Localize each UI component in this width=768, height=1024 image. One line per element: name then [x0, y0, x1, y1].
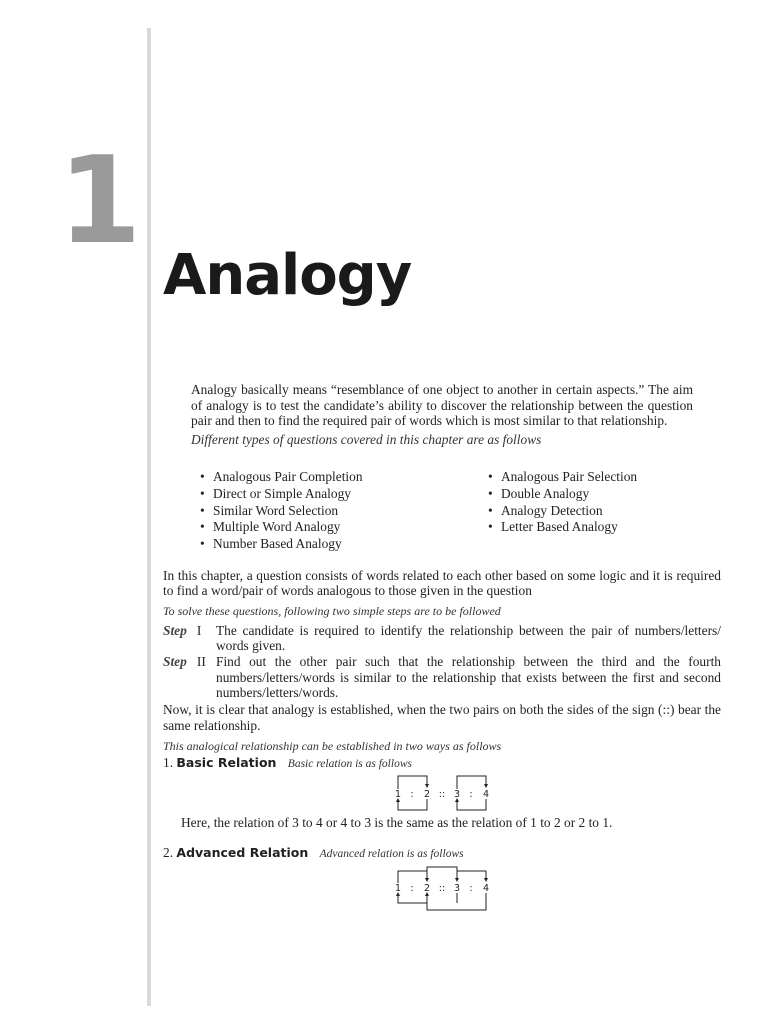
- diagram-separator: :: [410, 883, 414, 894]
- basic-arrowhead: [484, 784, 488, 788]
- advanced-bracket-bottom-2-1: [398, 893, 427, 903]
- diagram-separator: :: [410, 789, 414, 800]
- basic-bracket-top-3-4: [457, 776, 486, 789]
- list-item: • Direct or Simple Analogy: [200, 486, 363, 503]
- types-column-1: [200, 469, 363, 553]
- diagram-term: 3: [453, 883, 461, 894]
- step-1-label: [163, 623, 216, 654]
- established-paragraph: Now, it is clear that analogy is established, when the two pairs on both the sides of the sign (::) bear the same relationship.: [163, 702, 721, 733]
- step-word: Step: [163, 622, 187, 638]
- diagram-separator: :: [469, 789, 473, 800]
- diagram-term: 1: [394, 883, 402, 894]
- list-item: • Number Based Analogy: [200, 536, 363, 553]
- diagram-separator: :: [469, 883, 473, 894]
- advanced-arrowhead: [484, 878, 488, 882]
- advanced-relation-heading: [163, 845, 464, 861]
- basic-relation-diagram: [390, 772, 500, 814]
- step-numeral: I: [196, 622, 202, 638]
- advanced-title: Advanced Relation: [176, 845, 309, 860]
- chapter-title: Analogy: [163, 243, 412, 308]
- diagram-separator: ::: [438, 883, 446, 894]
- diagram-term: 2: [423, 883, 431, 894]
- step-word: Step: [163, 654, 187, 670]
- step-1: [163, 623, 721, 654]
- basic-bracket-top-1-2: [398, 776, 427, 789]
- chapter-number: 1: [58, 132, 138, 271]
- advanced-arrowhead: [425, 878, 429, 882]
- diagram-term: 4: [482, 883, 490, 894]
- advanced-bracket-top-3-4: [457, 871, 486, 879]
- diagram-separator: ::: [438, 789, 446, 800]
- diagram-term: 2: [423, 789, 431, 800]
- advanced-relation-diagram: [390, 866, 500, 914]
- list-item: • Analogy Detection: [488, 503, 637, 520]
- types-lead: Different types of questions covered in this chapter are as follows: [191, 431, 542, 447]
- step-2: [163, 654, 721, 700]
- advanced-note: Advanced relation is as follows: [319, 848, 464, 860]
- basic-arrowhead: [425, 784, 429, 788]
- step-1-text: The candidate is required to identify the relationship between the pair of numbers/letters/ words given.: [216, 622, 721, 654]
- list-item: • Analogous Pair Completion: [200, 469, 363, 486]
- body-section: [163, 568, 721, 758]
- diagram-term: 4: [482, 789, 490, 800]
- chapter-paragraph: In this chapter, a question consists of words related to each other based on some logic and it is required to find a word/pair of words analogous to those given in the question: [163, 568, 721, 599]
- step-2-label: [163, 654, 216, 700]
- basic-explanation: Here, the relation of 3 to 4 or 4 to 3 is the same as the relation of 1 to 2 or 2 to 1.: [181, 815, 613, 830]
- advanced-bracket-top-2-3: [427, 867, 457, 879]
- ways-lead: This analogical relationship can be established in two ways as follows: [163, 738, 502, 753]
- basic-number: 1.: [163, 755, 174, 770]
- basic-bracket-bottom-2-1: [398, 799, 427, 810]
- list-item: • Double Analogy: [488, 486, 637, 503]
- basic-note: Basic relation is as follows: [287, 758, 412, 770]
- advanced-bracket-top-1-2: [398, 871, 427, 883]
- basic-relation-heading: [163, 755, 412, 771]
- basic-title: Basic Relation: [176, 755, 277, 770]
- types-column-2: [488, 469, 637, 536]
- list-item: • Analogous Pair Selection: [488, 469, 637, 486]
- advanced-arrowhead: [455, 878, 459, 882]
- step-2-text: Find out the other pair such that the relationship between the third and the fourth numbers/letters/words is similar to the relationship that exists between the first and second numbers/letters/words.: [216, 654, 721, 701]
- steps-lead: To solve these questions, following two simple steps are to be followed: [163, 603, 501, 618]
- margin-rule: [147, 28, 151, 1006]
- intro-paragraph: Analogy basically means “resemblance of one object to another in certain aspects.” The aim of analogy is to test the candidate’s ability to discover the relationship between the question pair and then to find the required pair of words which is most similar to that relationship.: [191, 382, 693, 429]
- advanced-number: 2.: [163, 845, 174, 860]
- diagram-term: 3: [453, 789, 461, 800]
- basic-bracket-bottom-4-3: [457, 799, 486, 810]
- diagram-term: 1: [394, 789, 402, 800]
- list-item: • Letter Based Analogy: [488, 519, 637, 536]
- list-item: • Similar Word Selection: [200, 503, 363, 520]
- intro-section: [191, 382, 693, 447]
- list-item: • Multiple Word Analogy: [200, 519, 363, 536]
- step-numeral: II: [196, 654, 206, 670]
